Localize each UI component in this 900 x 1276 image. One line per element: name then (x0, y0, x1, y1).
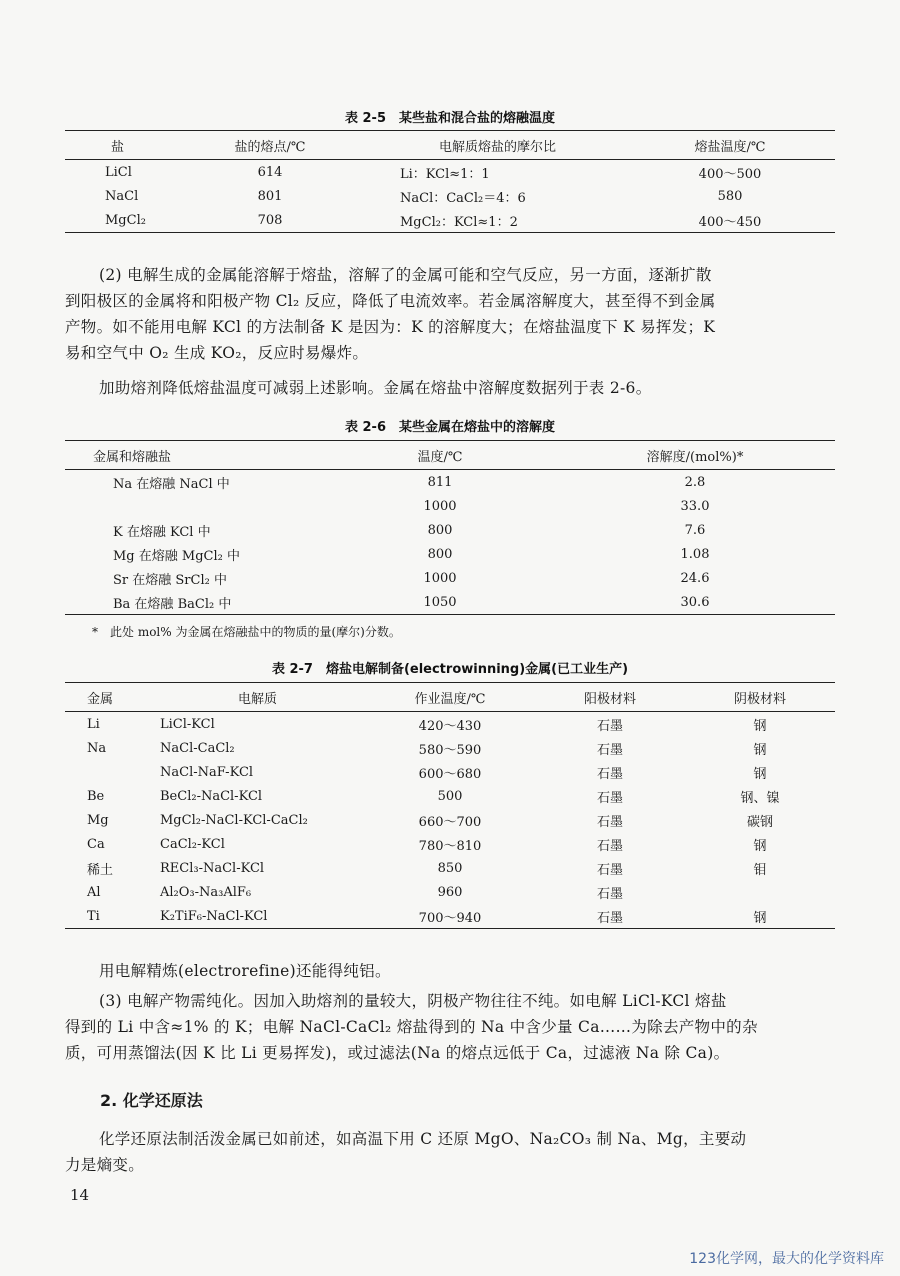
table-cell: 石墨 (596, 910, 623, 926)
column-header: 阳极材料 (535, 683, 685, 712)
table-cell: 钼 (753, 862, 767, 878)
table-cell: 石墨 (596, 838, 623, 854)
table-cell: LiCl-KCl (160, 716, 215, 732)
table-cell: 614 (257, 164, 283, 180)
column-header: 盐 (65, 131, 170, 160)
watermark: 123化学网，最大的化学资料库 (689, 1251, 884, 1267)
table-cell: Mg 在熔融 MgCl₂ 中 (113, 548, 240, 564)
table-cell: Li (87, 716, 100, 732)
table-cell: 580 (717, 188, 743, 204)
text-line: (3) 电解产物需纯化。因加入助熔剂的量较大，阴极产物往往不纯。如电解 LiCl-KCl 熔盐 (99, 992, 727, 1010)
column-header: 阴极材料 (685, 683, 835, 712)
table-row (65, 184, 835, 208)
table-cell: Be (87, 788, 105, 804)
table-cell: 850 (437, 860, 463, 876)
table-cell: MgCl₂ (105, 212, 146, 228)
paragraph-electrorefine (65, 958, 837, 984)
table-row (65, 712, 835, 737)
table-row (65, 856, 835, 880)
paragraph-3 (65, 988, 837, 1066)
column-header: 电解质熔盐的摩尔比 (370, 131, 625, 160)
table-cell: 30.6 (680, 594, 710, 610)
table-row (65, 470, 835, 495)
table-cell: 1050 (423, 594, 457, 610)
table-2-5 (65, 130, 835, 233)
table-2-6 (65, 440, 835, 615)
table-cell: 钢 (753, 742, 767, 758)
text-line: (2) 电解生成的金属能溶解于熔盐，溶解了的金属可能和空气反应，另一方面，逐渐扩散 (99, 266, 712, 284)
table-cell: RECl₃-NaCl-KCl (160, 860, 265, 876)
table-cell (685, 880, 835, 904)
text-line: 质，可用蒸馏法(因 K 比 Li 更易挥发)，或过滤法(Na 的熔点远低于 Ca，过滤液 Na 除 Ca)。 (65, 1044, 730, 1062)
table-cell: Ba 在熔融 BaCl₂ 中 (113, 596, 232, 612)
table-cell: NaCl-CaCl₂ (160, 740, 235, 756)
table-cell: Na (87, 740, 107, 756)
table-cell: 石墨 (596, 742, 623, 758)
table-row (65, 736, 835, 760)
table-cell: 800 (427, 522, 453, 538)
table-cell (65, 494, 325, 518)
table-cell: 600～680 (418, 766, 482, 782)
paragraph-chemical-reduction (65, 1126, 837, 1178)
table-2-6-caption: 表 2-6 某些金属在熔盐中的溶解度 (344, 420, 555, 435)
text-line: 力是熵变。 (65, 1156, 145, 1174)
table-cell: 石墨 (596, 814, 623, 830)
table-cell: CaCl₂-KCl (160, 836, 225, 852)
table-row (65, 808, 835, 832)
table-cell: MgCl₂：KCl≈1：2 (400, 214, 518, 230)
table-cell: Na 在熔融 NaCl 中 (113, 476, 230, 492)
table-cell: K 在熔融 KCl 中 (113, 524, 211, 540)
table-cell: 1000 (423, 570, 457, 586)
table-cell: 2.8 (684, 474, 706, 490)
table-row (65, 760, 835, 784)
table-cell: 960 (437, 884, 463, 900)
column-header: 电解质 (150, 683, 365, 712)
text-line: 加助熔剂降低熔盐温度可减弱上述影响。金属在熔盐中溶解度数据列于表 2-6。 (99, 379, 652, 397)
text-line: 到阳极区的金属将和阳极产物 Cl₂ 反应，降低了电流效率。若金属溶解度大，甚至得不到金属 (65, 292, 716, 310)
table-cell: 稀土 (87, 862, 114, 878)
table-cell: 7.6 (684, 522, 706, 538)
column-header: 溶解度/(mol%)* (555, 441, 835, 470)
text-line: 用电解精炼(electrorefine)还能得纯铝。 (99, 962, 391, 980)
table-row (65, 542, 835, 566)
table-cell: 钢 (753, 718, 767, 734)
table-row (65, 832, 835, 856)
table-cell: 石墨 (596, 718, 623, 734)
paragraph-flux (65, 375, 837, 401)
table-row (65, 208, 835, 233)
table-cell: K₂TiF₆-NaCl-KCl (160, 908, 268, 924)
table-row (65, 494, 835, 518)
table-2-7-caption: 表 2-7 熔盐电解制备(electrowinning)金属(已工业生产) (271, 662, 629, 677)
table-cell: 钢 (753, 838, 767, 854)
table-cell: 700～940 (418, 910, 482, 926)
table-cell: 1000 (423, 498, 457, 514)
column-header: 温度/℃ (325, 441, 555, 470)
table-cell: 钢 (753, 766, 767, 782)
table-cell: 580～590 (418, 742, 482, 758)
table-row (65, 904, 835, 929)
table-cell: Ca (87, 836, 105, 852)
table-2-7 (65, 682, 835, 929)
table-cell: 1.08 (680, 546, 710, 562)
table-cell: Al₂O₃-Na₃AlF₆ (160, 884, 252, 900)
table-cell: MgCl₂-NaCl-KCl-CaCl₂ (160, 812, 308, 828)
table-cell: BeCl₂-NaCl-KCl (160, 788, 263, 804)
table-cell: 钢 (753, 910, 767, 926)
table-row (65, 590, 835, 615)
text-line: 产物。如不能用电解 KCl 的方法制备 K 是因为：K 的溶解度大；在熔盐温度下 K 易挥发；K (65, 318, 716, 336)
column-header: 盐的熔点/℃ (170, 131, 370, 160)
table-cell: 33.0 (680, 498, 710, 514)
text-line: 得到的 Li 中含≈1% 的 K；电解 NaCl-CaCl₂ 熔盐得到的 Na 中含少量 Ca……为除去产物中的杂 (65, 1018, 758, 1036)
table-cell: NaCl (105, 188, 139, 204)
table-cell: LiCl (105, 164, 132, 180)
table-cell: 811 (427, 474, 453, 490)
table-cell: 800 (427, 546, 453, 562)
column-header: 金属和熔融盐 (65, 441, 325, 470)
table-cell (65, 760, 150, 784)
table-row (65, 518, 835, 542)
table-2-6-footnote: * 此处 mol% 为金属在熔融盐中的物质的量(摩尔)分数。 (92, 625, 401, 639)
text-line: 化学还原法制活泼金属已如前述，如高温下用 C 还原 MgO、Na₂CO₃ 制 Na、Mg，主要动 (99, 1130, 747, 1148)
column-header: 金属 (65, 683, 150, 712)
table-row (65, 160, 835, 185)
table-cell: NaCl-NaF-KCl (160, 764, 254, 780)
column-header: 作业温度/℃ (365, 683, 535, 712)
table-cell: 660～700 (418, 814, 482, 830)
table-cell: 400～450 (698, 214, 762, 230)
page-number: 14 (70, 1186, 90, 1204)
table-cell: 石墨 (596, 886, 623, 902)
column-header: 熔盐温度/℃ (625, 131, 835, 160)
table-cell: 500 (437, 788, 463, 804)
table-cell: Li：KCl≈1：1 (400, 166, 490, 182)
text-line: 易和空气中 O₂ 生成 KO₂，反应时易爆炸。 (65, 344, 369, 362)
table-2-5-caption: 表 2-5 某些盐和混合盐的熔融温度 (344, 111, 555, 126)
table-cell: 780～810 (418, 838, 482, 854)
table-cell: 708 (257, 212, 283, 228)
table-cell: Ti (87, 908, 100, 924)
table-cell: 石墨 (596, 790, 623, 806)
table-cell: 400～500 (698, 166, 762, 182)
table-row (65, 566, 835, 590)
table-cell: 420～430 (418, 718, 482, 734)
table-cell: 24.6 (680, 570, 710, 586)
table-cell: Mg (87, 812, 109, 828)
paragraph-2 (65, 262, 837, 366)
table-cell: 钢、镍 (740, 790, 780, 806)
table-cell: 石墨 (596, 766, 623, 782)
table-cell: Sr 在熔融 SrCl₂ 中 (113, 572, 227, 588)
section-heading: 2. 化学还原法 (100, 1091, 203, 1110)
table-cell: NaCl：CaCl₂＝4：6 (400, 190, 526, 206)
table-cell: 碳钢 (746, 814, 773, 830)
table-row (65, 784, 835, 808)
table-row (65, 880, 835, 904)
table-cell: 石墨 (596, 862, 623, 878)
table-cell: Al (87, 884, 101, 900)
table-cell: 801 (257, 188, 283, 204)
